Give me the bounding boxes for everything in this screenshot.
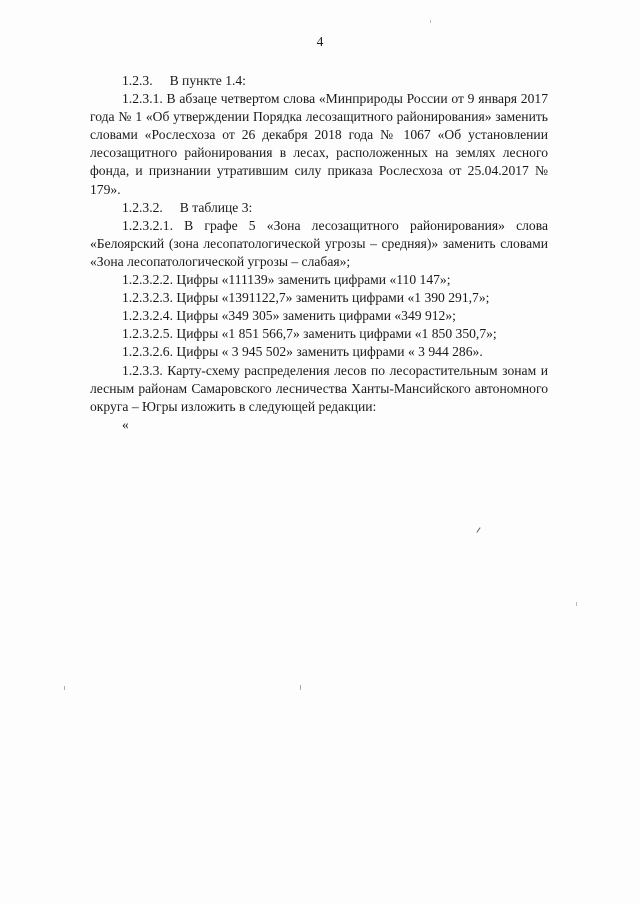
scan-mark — [64, 686, 65, 690]
paragraph-1-2-3-2: 1.2.3.2. В таблице 3: — [122, 199, 253, 215]
opening-quote: « — [122, 416, 129, 432]
page-number: 4 — [316, 34, 324, 49]
document-body — [90, 72, 548, 434]
scan-mark — [476, 527, 480, 532]
paragraph-1-2-3-2-5: 1.2.3.2.5. Цифры «1 851 566,7» заменить цифрами «1 850 350,7»; — [122, 326, 497, 342]
paragraph-1-2-3-2-1: 1.2.3.2.1. В графе 5 «Зона лесозащитного районирования» слова «Белоярский (зона лесопатологической угрозы – средняя)» заменить словами «Зона лесопатологической угрозы – слабая»; — [90, 217, 548, 269]
scan-mark — [300, 685, 301, 690]
paragraph-1-2-3-2-3: 1.2.3.2.3. Цифры «1391122,7» заменить цифрами «1 390 291,7»; — [122, 290, 490, 306]
scan-mark — [430, 20, 431, 23]
paragraph-1-2-3-2-2: 1.2.3.2.2. Цифры «111139» заменить цифрами «110 147»; — [122, 272, 451, 288]
paragraph-1-2-3-2-6: 1.2.3.2.6. Цифры « 3 945 502» заменить цифрами « 3 944 286». — [122, 344, 483, 360]
paragraph-1-2-3-2-4: 1.2.3.2.4. Цифры «349 305» заменить цифрами «349 912»; — [122, 308, 456, 324]
paragraph-1-2-3-1: 1.2.3.1. В абзаце четвертом слова «Минприроды России от 9 января 2017 года № 1 «Об утверждении Порядка лесозащитного районирования» заменить словами «Рослесхоза от 26 декабря 2018 года № 1067 «Об установлении лесозащитного районирования в лесах, расположенных на землях лесного фонда, и признании утратившим силу приказа Рослесхоза от 25.04.2017 № 179». — [90, 91, 548, 197]
scan-mark — [576, 602, 577, 606]
paragraph-1-2-3-3: 1.2.3.3. Карту-схему распределения лесов по лесорастительным зонам и лесным районам Самаровского лесничества Ханты-Мансийского автономного округа – Югры изложить в следующей редакции: — [90, 362, 548, 414]
paragraph-1-2-3: 1.2.3. В пункте 1.4: — [122, 73, 246, 88]
